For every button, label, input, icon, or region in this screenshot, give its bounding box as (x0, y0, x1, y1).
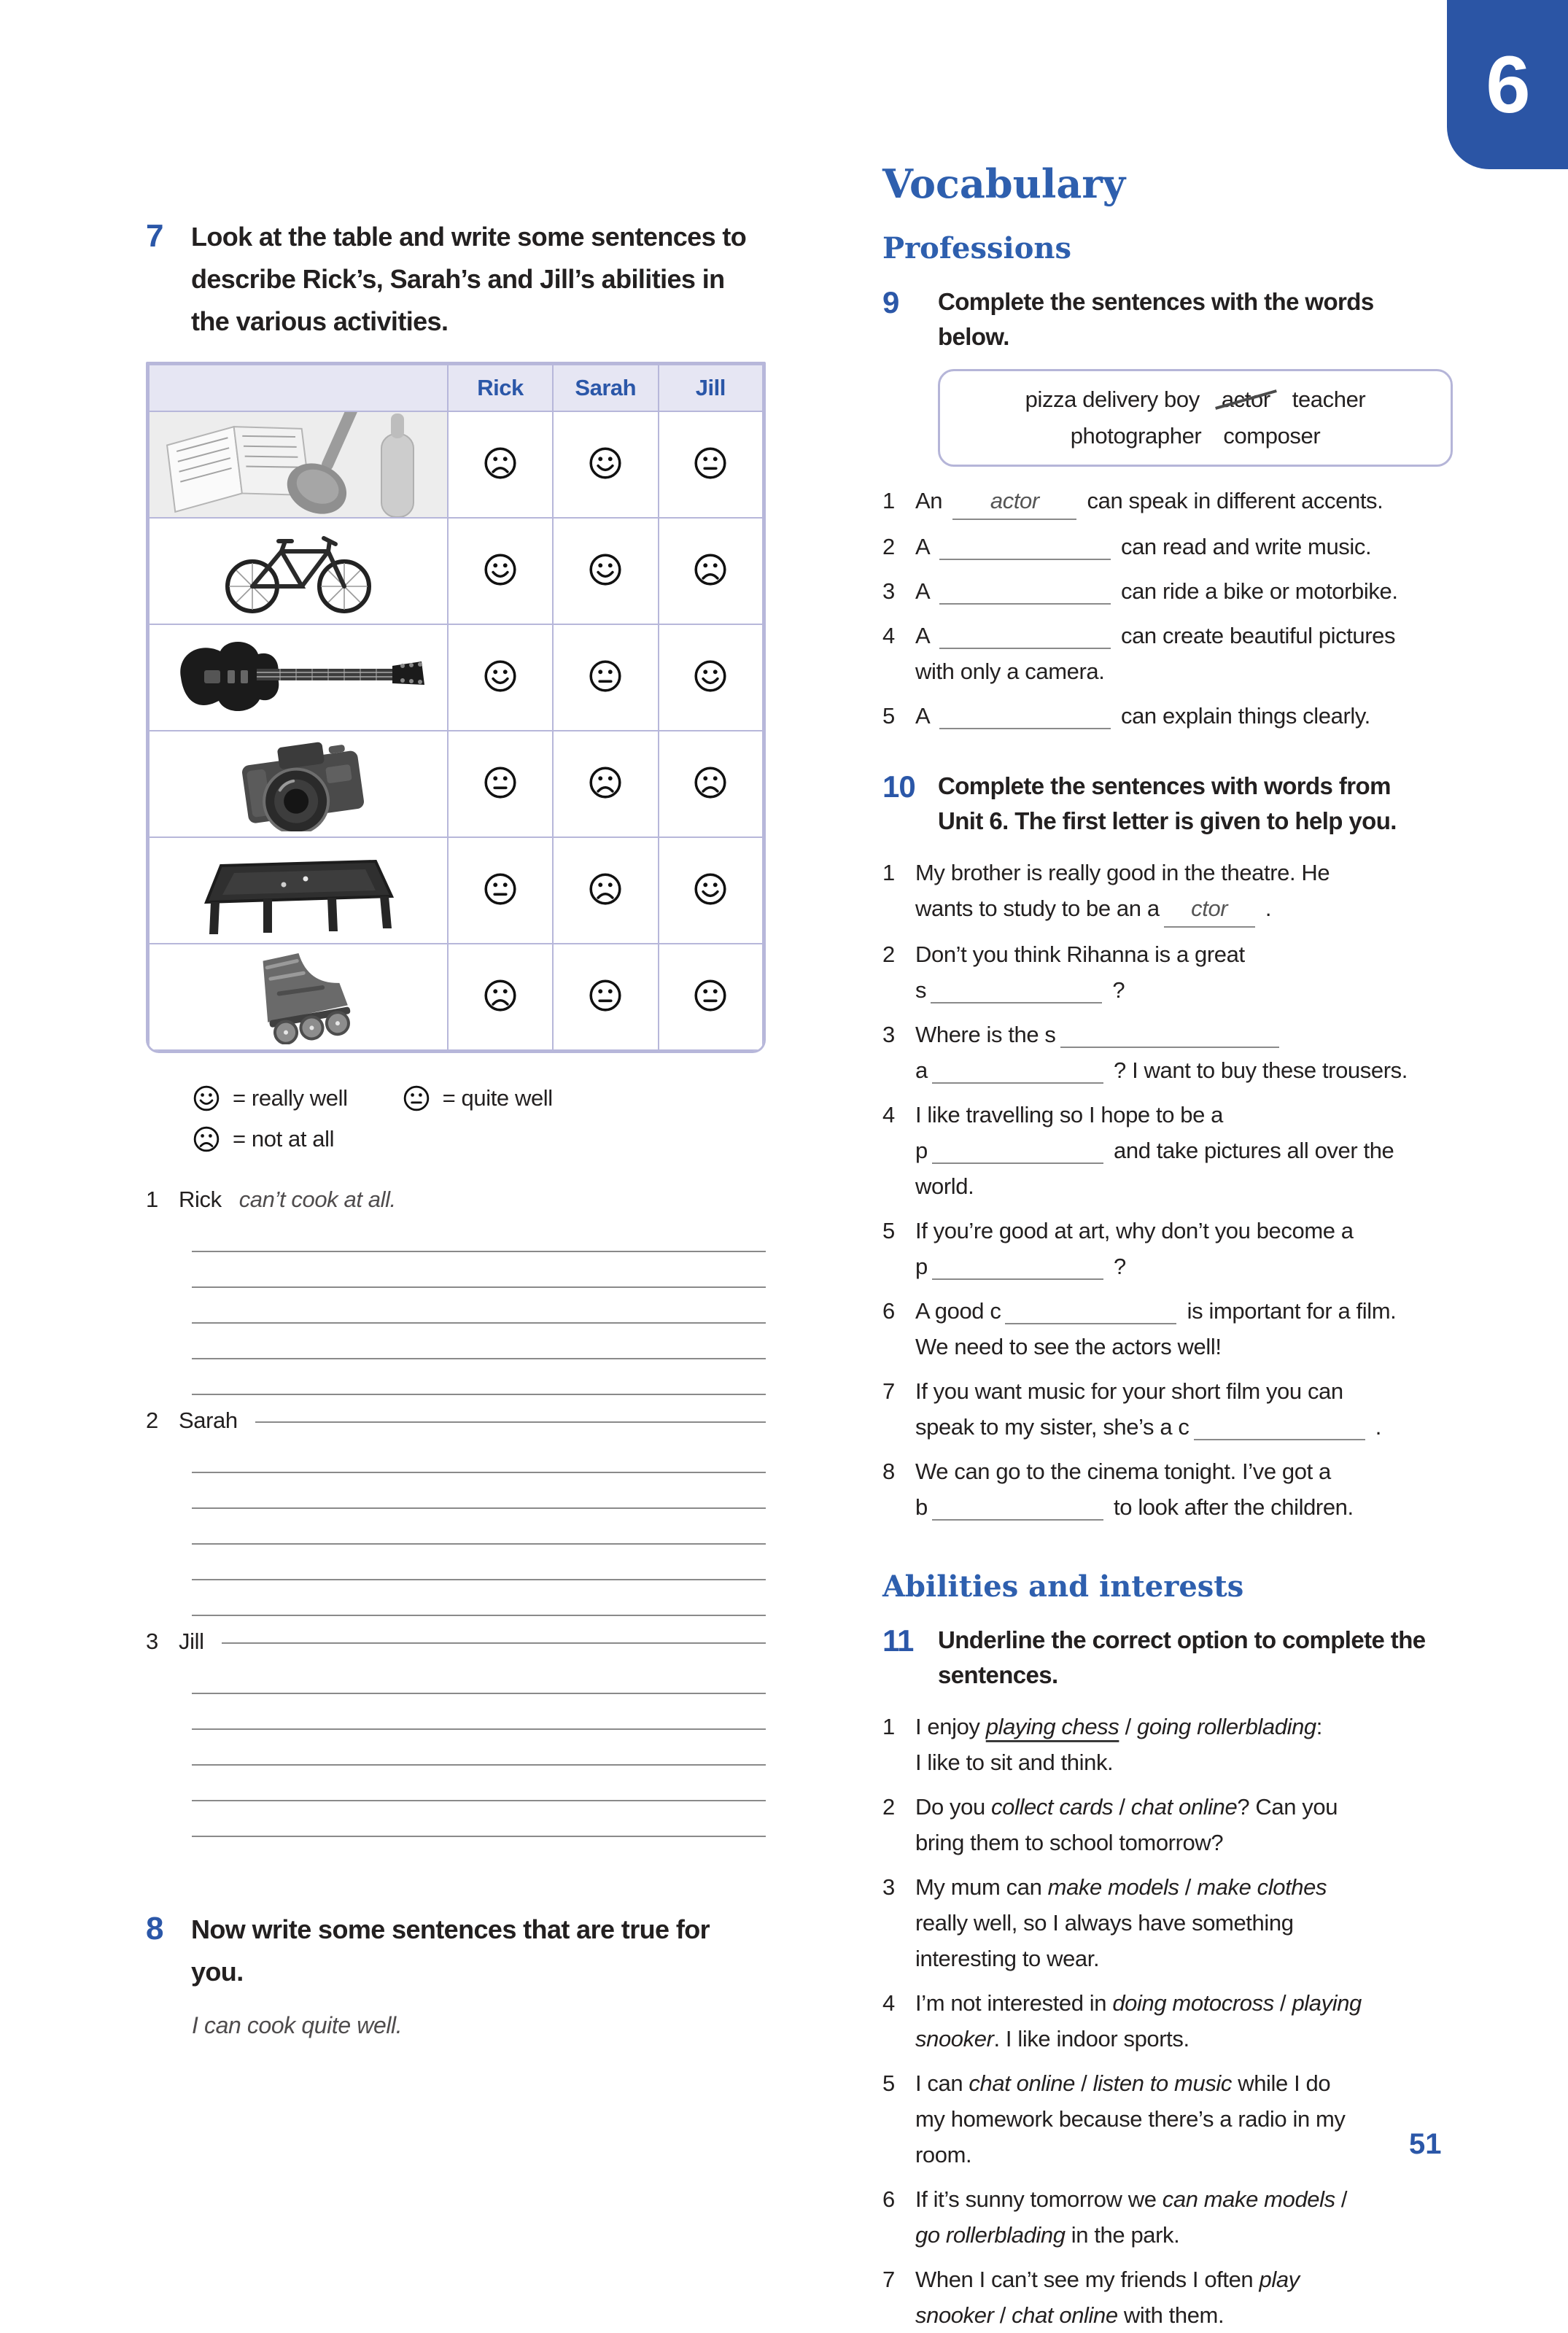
list-item (882, 936, 1499, 1008)
option-italic: doing motocross (1112, 1990, 1274, 2016)
item-number: 8 (882, 1459, 895, 1484)
table-row (149, 411, 763, 518)
legend-label: = really well (233, 1085, 348, 1111)
item-number: 4 (882, 623, 895, 648)
writing-line (192, 1580, 766, 1616)
neutral-face-icon (482, 871, 519, 907)
person-name: Jill (179, 1629, 204, 1654)
neutral-face-icon (692, 977, 729, 1014)
happy-face-icon (482, 658, 519, 694)
write-item-header (146, 1183, 766, 1216)
item-number: 3 (882, 578, 895, 604)
sentence-text: When I can’t see my friends I often (915, 2267, 1260, 2292)
sentence-text: My mum can (915, 1874, 1048, 1900)
item-number: 1 (882, 1714, 895, 1739)
sentence-text: can ride a bike or motorbike. (1114, 578, 1398, 604)
item-text (915, 1453, 1499, 1525)
exercise-9-instruction: Complete the sentences with the words below. (938, 288, 1374, 350)
sad-face-icon (587, 764, 624, 801)
smiley-jill-rollerblading (659, 944, 763, 1050)
item-number: 4 (882, 1102, 895, 1127)
item-text (915, 936, 1499, 1008)
sentence-text: bring them to school tomorrow? (915, 1830, 1224, 1855)
sentence-text: A (915, 578, 935, 604)
item-number: 2 (146, 1408, 158, 1433)
writing-line (255, 1421, 766, 1423)
list-item (882, 1709, 1499, 1780)
sentence-text: Don’t you think Rihanna is a great (915, 942, 1245, 967)
sentence-text: in the park. (1065, 2222, 1180, 2248)
writing-line (192, 1766, 766, 1801)
table-row (149, 944, 763, 1050)
sentence-text: A (915, 623, 935, 648)
answer-blank (932, 1256, 1103, 1280)
smiley-jill-cooking (659, 411, 763, 518)
exercise-9-number: 9 (882, 285, 899, 319)
unit-number: 6 (1486, 39, 1529, 130)
exercise-11-instruction: Underline the correct option to complete the sentences. (938, 1626, 1426, 1688)
exercise-7-header (146, 216, 766, 343)
sentence-text: A (915, 703, 935, 729)
list-item (882, 698, 1499, 734)
sentence-text: / (1179, 1874, 1198, 1900)
table-row (149, 624, 763, 731)
answer-blank (939, 705, 1111, 729)
answer-blank (939, 536, 1111, 560)
list-item (882, 573, 1499, 609)
snooker-table-icon (149, 837, 448, 944)
sentence-text: If it’s sunny tomorrow we (915, 2186, 1163, 2212)
answer-blank (1005, 1300, 1176, 1324)
sentence-text: / (1119, 1714, 1138, 1739)
option-italic: snooker (915, 2302, 994, 2328)
smiley-jill-snooker (659, 837, 763, 944)
written-answer: actor (952, 483, 1076, 520)
exercise-7-instruction: Look at the table and write some sentences to describe Rick’s, Sarah’s and Jill’s abilities in the various activities. (191, 222, 747, 336)
item-text (915, 1869, 1499, 1976)
smiley-rick-bike (448, 518, 553, 624)
table-header-jill: Jill (659, 365, 763, 411)
exercise-11-items (882, 1709, 1499, 2333)
sentence-text: / (1335, 2186, 1348, 2212)
sentence-text: / (1113, 1794, 1131, 1820)
item-number: 3 (882, 1022, 895, 1047)
list-item (882, 1097, 1499, 1204)
item-text (915, 1373, 1499, 1445)
answer-blank (931, 979, 1102, 1004)
answer-blank (1060, 1024, 1279, 1048)
item-number: 1 (882, 488, 895, 513)
happy-face-icon (192, 1084, 221, 1113)
smiley-jill-guitar (659, 624, 763, 731)
smiley-rick-snooker (448, 837, 553, 944)
answer-blank (932, 1060, 1103, 1084)
exercise-10-instruction: Complete the sentences with words from Unit 6. The first letter is given to help you. (938, 772, 1397, 834)
sentence-text: s (915, 977, 927, 1003)
sad-face-icon (587, 871, 624, 907)
smiley-rick-rollerblading (448, 944, 553, 1050)
item-text (915, 1097, 1499, 1204)
item-text (915, 1017, 1499, 1088)
sentence-text: . I like indoor sports. (993, 2026, 1189, 2051)
sentence-text: I like travelling so I hope to be a (915, 1102, 1223, 1127)
written-answer: ctor (1164, 890, 1255, 928)
exercise-10-header (882, 769, 1499, 839)
sentence-text: with only a camera. (915, 659, 1105, 684)
table-header-rick: Rick (448, 365, 553, 411)
abilities-table (146, 362, 766, 1053)
exercise-11-number: 11 (882, 1623, 914, 1658)
cooking-icon (149, 411, 448, 518)
answer-blank (939, 625, 1111, 649)
item-text (915, 618, 1499, 689)
sentence-text: / (1074, 2070, 1093, 2096)
sentence-text: interesting to wear. (915, 1946, 1100, 1971)
sentence-text: speak to my sister, she’s a c (915, 1414, 1189, 1440)
sad-face-icon (192, 1125, 221, 1154)
smiley-sarah-bike (553, 518, 659, 624)
sentence-text: ? (1107, 1254, 1126, 1279)
sentence-text: An (915, 488, 949, 513)
sentence-text: I like to sit and think. (915, 1750, 1114, 1775)
list-item (882, 1213, 1499, 1284)
page-number: 51 (1409, 2128, 1442, 2160)
item-number: 5 (882, 1218, 895, 1243)
example-answer: can’t cook at all. (238, 1187, 396, 1212)
word-option-struck: actor (1222, 381, 1270, 418)
writing-line (192, 1509, 766, 1545)
happy-face-icon (482, 551, 519, 588)
list-item (882, 1985, 1499, 2057)
item-text (915, 573, 1499, 609)
happy-face-icon (692, 658, 729, 694)
item-text (915, 1789, 1499, 1860)
sentence-text: Do you (915, 1794, 992, 1820)
sentence-text: ? (1106, 977, 1125, 1003)
sentence-text: A (915, 534, 935, 559)
sentence-text: p (915, 1138, 928, 1163)
writing-line (192, 1288, 766, 1324)
list-item (882, 2181, 1499, 2253)
sentence-text: is important for a film. (1181, 1298, 1397, 1324)
sentence-text: I enjoy (915, 1714, 986, 1739)
word-option: pizza delivery boy (1025, 387, 1200, 412)
item-text (915, 483, 1499, 520)
option-italic: chat online (1012, 2302, 1118, 2328)
legend-item (192, 1125, 334, 1154)
list-item (882, 2262, 1499, 2333)
sentence-text: b (915, 1494, 928, 1520)
table-row (149, 518, 763, 624)
item-number: 1 (882, 860, 895, 885)
exercise-10-items (882, 855, 1499, 1525)
sentence-text: can read and write music. (1114, 534, 1372, 559)
item-number: 3 (146, 1629, 158, 1654)
answer-blank (939, 581, 1111, 605)
writing-line (192, 1545, 766, 1580)
table-header-row (149, 365, 763, 411)
camera-icon (149, 731, 448, 837)
sentence-text: while I do (1232, 2070, 1331, 2096)
bicycle-icon (149, 518, 448, 624)
legend-label: = not at all (233, 1126, 335, 1152)
writing-line (192, 1437, 766, 1473)
smiley-rick-camera (448, 731, 553, 837)
writing-line (192, 1252, 766, 1288)
smiley-rick-cooking (448, 411, 553, 518)
item-number: 6 (882, 1298, 895, 1324)
smiley-sarah-cooking (553, 411, 659, 518)
sentence-text: Where is the s (915, 1022, 1056, 1047)
sentence-text: My brother is really good in the theatre. He (915, 860, 1330, 885)
sentence-text: I’m not interested in (915, 1990, 1113, 2016)
writing-line (192, 1658, 766, 1694)
list-item (882, 2065, 1499, 2173)
list-item (882, 483, 1499, 520)
sentence-text: / (1273, 1990, 1292, 2016)
happy-face-icon (587, 551, 624, 588)
item-number: 7 (882, 1378, 895, 1404)
list-item (882, 618, 1499, 689)
write-item-header (146, 1404, 766, 1437)
sentence-text: can speak in different accents. (1081, 488, 1383, 513)
item-number: 4 (882, 1990, 895, 2016)
option-italic: listen to music (1092, 2070, 1233, 2096)
sentence-text: world. (915, 1173, 974, 1199)
write-item-header (146, 1625, 766, 1658)
sentence-text: A good c (915, 1298, 1001, 1324)
sentence-text: . (1369, 1414, 1381, 1440)
item-text (915, 855, 1499, 928)
exercise-8-number: 8 (146, 1911, 163, 1946)
list-item (882, 855, 1499, 928)
neutral-face-icon (692, 445, 729, 481)
sentence-text: We need to see the actors well! (915, 1334, 1222, 1359)
legend-item (402, 1084, 553, 1113)
option-italic: collect cards (991, 1794, 1114, 1820)
option-italic: playing (1292, 1990, 1362, 2016)
exercise-9-header (882, 284, 1499, 354)
rollerblades-icon (149, 944, 448, 1050)
sentence-text: with them. (1117, 2302, 1224, 2328)
word-box (938, 369, 1453, 467)
table-row (149, 731, 763, 837)
word-option: composer (1223, 423, 1321, 449)
item-text (915, 1985, 1499, 2057)
list-item (882, 1293, 1499, 1365)
sentence-text: can explain things clearly. (1114, 703, 1370, 729)
exercise-8-example: I can cook quite well. (192, 2012, 403, 2038)
list-item (882, 1789, 1499, 1860)
writing-line (192, 1801, 766, 1837)
legend-label: = quite well (442, 1085, 553, 1111)
sentence-text: . (1259, 896, 1272, 921)
option-italic: can make models (1162, 2186, 1335, 2212)
smiley-sarah-snooker (553, 837, 659, 944)
option-italic: play (1259, 2267, 1300, 2292)
option-italic: chat online (1130, 1794, 1238, 1820)
exercise-8-instruction: Now write some sentences that are true for you. (191, 1914, 710, 1987)
option-italic: go rollerblading (915, 2222, 1066, 2248)
sentence-text: room. (915, 2142, 972, 2167)
sentence-text: can create beautiful pictures (1114, 623, 1396, 648)
smiley-sarah-camera (553, 731, 659, 837)
writing-line (192, 1694, 766, 1730)
sentence-text: I can (915, 2070, 969, 2096)
exercise-8-header (146, 1909, 766, 1993)
list-item (882, 1453, 1499, 1525)
option-underlined: playing chess (985, 1714, 1119, 1739)
answer-blank (932, 1497, 1103, 1521)
item-text (915, 1213, 1499, 1284)
item-text (915, 1709, 1499, 1780)
neutral-face-icon (482, 764, 519, 801)
smiley-sarah-rollerblading (553, 944, 659, 1050)
option-italic: snooker (915, 2026, 994, 2051)
item-text (915, 1293, 1499, 1365)
sentence-text: If you want music for your short film you can (915, 1378, 1343, 1404)
sad-face-icon (482, 977, 519, 1014)
list-item (882, 529, 1499, 564)
happy-face-icon (692, 871, 729, 907)
table-header-empty (149, 365, 448, 411)
writing-line (192, 1473, 766, 1509)
item-number: 6 (882, 2186, 895, 2212)
legend-item (192, 1084, 348, 1113)
writing-line (192, 1324, 766, 1359)
smiley-sarah-guitar (553, 624, 659, 731)
neutral-face-icon (402, 1084, 431, 1113)
exercise-10-number: 10 (882, 769, 915, 804)
vocabulary-heading: Vocabulary (882, 160, 1126, 207)
list-item (882, 1373, 1499, 1445)
sentence-text: ? Can you (1237, 1794, 1338, 1820)
smiley-jill-camera (659, 731, 763, 837)
sad-face-icon (482, 445, 519, 481)
answer-blank (1194, 1416, 1365, 1440)
sad-face-icon (692, 764, 729, 801)
exercise-7-answers (146, 1183, 766, 1837)
option-italic: chat online (969, 2070, 1075, 2096)
sentence-text: a (915, 1057, 928, 1083)
happy-face-icon (587, 445, 624, 481)
right-column (882, 0, 1499, 2333)
exercise-11-header (882, 1623, 1499, 1693)
writing-line (222, 1642, 766, 1644)
neutral-face-icon (587, 658, 624, 694)
item-text (915, 698, 1499, 734)
sentence-text: ? I want to buy these trousers. (1107, 1057, 1408, 1083)
sentence-text: / (993, 2302, 1012, 2328)
sentence-text: If you’re good at art, why don’t you become a (915, 1218, 1354, 1243)
sentence-text: and take pictures all over the (1107, 1138, 1394, 1163)
item-number: 3 (882, 1874, 895, 1900)
word-option: teacher (1292, 387, 1366, 412)
item-text (915, 2262, 1499, 2333)
sentence-text: We can go to the cinema tonight. I’ve got a (915, 1459, 1331, 1484)
list-item (882, 1017, 1499, 1088)
item-number: 5 (882, 2070, 895, 2096)
item-number: 2 (882, 1794, 895, 1820)
sentence-text: : (1316, 1714, 1322, 1739)
word-option: photographer (1070, 423, 1202, 449)
sentence-text: to look after the children. (1107, 1494, 1354, 1520)
person-name: Sarah (179, 1408, 238, 1433)
writing-line (192, 1359, 766, 1395)
left-column (146, 0, 766, 2039)
sad-face-icon (692, 551, 729, 588)
option-italic: make clothes (1197, 1874, 1327, 1900)
writing-line (192, 1730, 766, 1766)
item-text (915, 529, 1499, 564)
table-row (149, 837, 763, 944)
option-italic: make models (1047, 1874, 1179, 1900)
list-item (882, 1869, 1499, 1976)
sentence-text: my homework because there’s a radio in my (915, 2106, 1346, 2132)
item-number: 2 (882, 534, 895, 559)
item-number: 5 (882, 703, 895, 729)
item-number: 1 (146, 1187, 158, 1212)
neutral-face-icon (587, 977, 624, 1014)
sentence-text: really well, so I always have something (915, 1910, 1294, 1936)
smiley-jill-bike (659, 518, 763, 624)
guitar-icon (149, 624, 448, 731)
exercise-9-items (882, 483, 1499, 734)
sentence-text: p (915, 1254, 928, 1279)
sentence-text: wants to study to be an a (915, 896, 1160, 921)
smiley-legend (192, 1084, 766, 1154)
item-number: 7 (882, 2267, 895, 2292)
item-number: 2 (882, 942, 895, 967)
exercise-7-number: 7 (146, 218, 163, 254)
writing-line (192, 1216, 766, 1252)
abilities-heading: Abilities and interests (882, 1569, 1244, 1604)
item-text (915, 2181, 1499, 2253)
smiley-rick-guitar (448, 624, 553, 731)
professions-heading: Professions (882, 231, 1072, 265)
answer-blank (932, 1140, 1103, 1164)
table-header-sarah: Sarah (553, 365, 659, 411)
person-name: Rick (179, 1187, 222, 1212)
option-italic: going rollerblading (1137, 1714, 1316, 1739)
